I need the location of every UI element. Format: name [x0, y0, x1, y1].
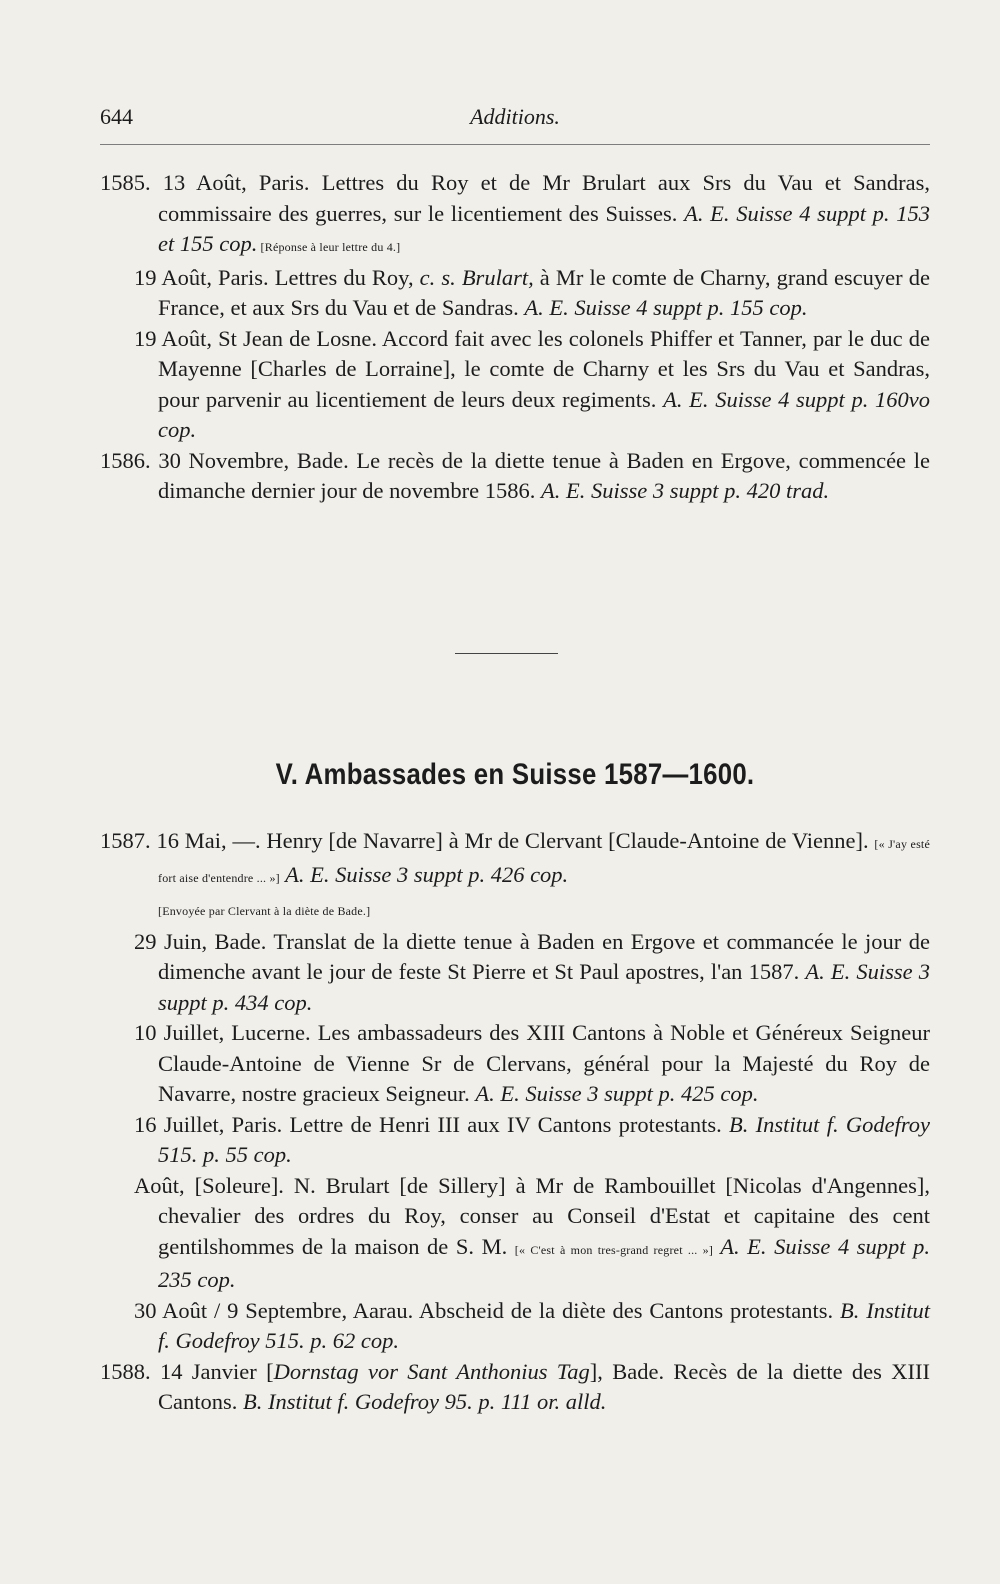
entry: 1585. 13 Août, Paris. Lettres du Roy et de Mr Brulart aux Srs du Vau et Sandras, commissaire des guerres, sur le licentiement des Suisses. A. E. Suisse 4 suppt p. 153 et 155 cop. [Réponse à leur lettre du 4.] — [100, 170, 930, 256]
entries-1585-1586 — [100, 168, 930, 507]
entries-1587-1588 — [100, 826, 930, 1418]
page-number: 644 — [100, 104, 133, 129]
section-divider — [455, 653, 558, 654]
page-header — [100, 104, 930, 134]
entry: Août, [Soleure]. N. Brulart [de Sillery] à Mr de Rambouillet [Nicolas d'Angennes], chevalier des ordres du Roy, conser au Conseil d'Estat et capitaine des cent gentilshommes de la maison de S. M. [« C'est à mon tres-grand regret ... »] A. E. Suisse 4 suppt p. 235 cop. — [134, 1172, 930, 1292]
entry: 10 Juillet, Lucerne. Les ambassadeurs des XIII Cantons à Noble et Généreux Seigneur Claude-Antoine de Vienne Sr de Clervans, général pour la Majesté du Roy de Navarre, nostre gracieux Seigneur. A. E. Suisse 3 suppt p. 425 cop. — [134, 1020, 930, 1106]
header-rule — [100, 144, 930, 145]
entry: 1587. 16 Mai, —. Henry [de Navarre] à Mr de Clervant [Claude-Antoine de Vienne]. [« J'ay esté fort aise d'entendre ... »] A. E. Suisse 3 suppt p. 426 cop. [Envoyée par Clervant à la diète de Bade.] — [100, 828, 930, 918]
entry: 16 Juillet, Paris. Lettre de Henri III aux IV Cantons protestants. B. Institut f. Godefroy 515. p. 55 cop. — [134, 1111, 930, 1167]
entry: 1588. 14 Janvier [Dornstag vor Sant Anthonius Tag], Bade. Recès de la diette des XIII Cantons. B. Institut f. Godefroy 95. p. 111 or. alld. — [100, 1358, 930, 1414]
entry: 1586. 30 Novembre, Bade. Le recès de la diette tenue à Baden en Ergove, commencée le dimanche dernier jour de novembre 1586. A. E. Suisse 3 suppt p. 420 trad. — [100, 447, 930, 503]
entry: 19 Août, St Jean de Losne. Accord fait avec les colonels Phiffer et Tanner, par le duc de Mayenne [Charles de Lorraine], le comte de Charny et les Srs du Vau et Sandras, pour parvenir au licentiement de leurs deux regiments. A. E. Suisse 4 suppt p. 160vo cop. — [134, 325, 931, 442]
running-title: Additions. — [470, 104, 560, 129]
entry: 29 Juin, Bade. Translat de la diette tenue à Baden en Ergove et commancée le jour de dimenche avant le jour de feste St Pierre et St Paul apostres, l'an 1587. A. E. Suisse 3 suppt p. 434 cop. — [134, 928, 930, 1015]
section-title: V. Ambassades en Suisse 1587—1600. — [275, 758, 755, 791]
entry: 30 Août / 9 Septembre, Aarau. Abscheid de la diète des Cantons protestants. B. Institut f. Godefroy 515. p. 62 cop. — [134, 1297, 930, 1353]
entry: 19 Août, Paris. Lettres du Roy, c. s. Brulart, à Mr le comte de Charny, grand escuyer de France, et aux Srs du Vau et de Sandras. A. E. Suisse 4 suppt p. 155 cop. — [134, 264, 930, 320]
